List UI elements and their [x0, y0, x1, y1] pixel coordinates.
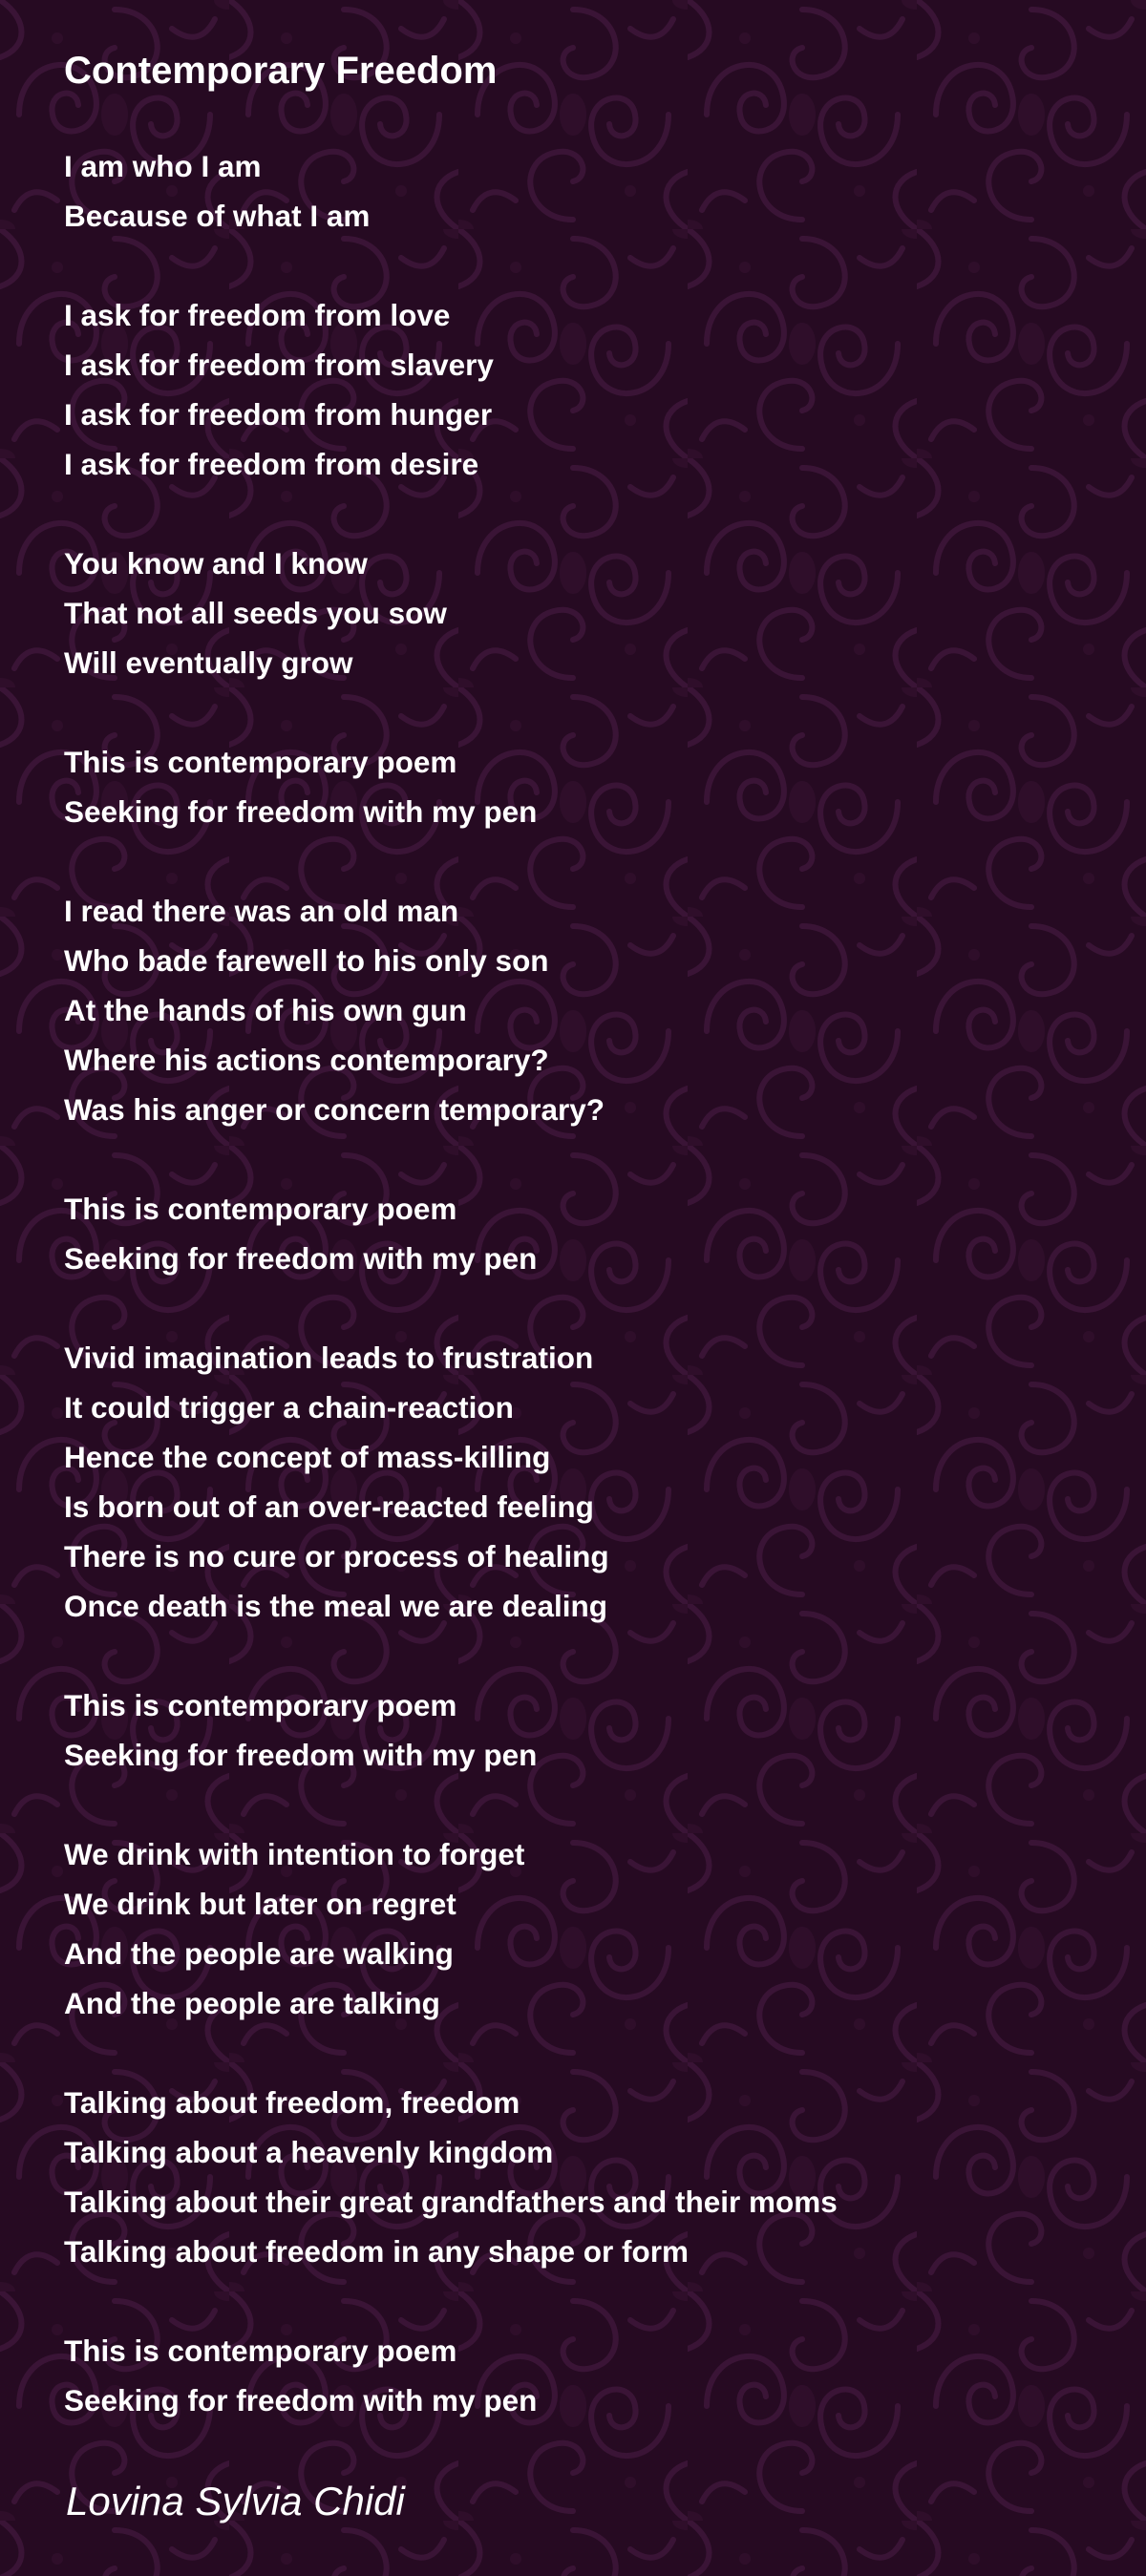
poem-line: This is contemporary poem [64, 745, 457, 779]
poem-stanza [64, 1333, 838, 1631]
poem-line: Seeking for freedom with my pen [64, 1241, 538, 1276]
poem-line: This is contemporary poem [64, 1688, 457, 1722]
poem-line: Talking about a heavenly kingdom [64, 2135, 554, 2169]
poem-body [64, 141, 838, 2475]
poem-line: This is contemporary poem [64, 1192, 457, 1226]
poem-line: I ask for freedom from desire [64, 447, 479, 481]
poem-stanza [64, 538, 838, 687]
poem-line: Seeking for freedom with my pen [64, 794, 538, 829]
poem-line: Seeking for freedom with my pen [64, 2383, 538, 2418]
poem-line: It could trigger a chain-reaction [64, 1390, 514, 1425]
poem-line: That not all seeds you sow [64, 596, 447, 630]
poem-line: Will eventually grow [64, 645, 353, 680]
poem-line: Where his actions contemporary? [64, 1043, 549, 1077]
poem-line: Was his anger or concern temporary? [64, 1092, 605, 1127]
poem-line: Is born out of an over-reacted feeling [64, 1489, 594, 1524]
poem-line: This is contemporary poem [64, 2333, 457, 2368]
poem-title: Contemporary Freedom [64, 50, 498, 92]
poem-line: Talking about their great grandfathers and their moms [64, 2185, 838, 2219]
poem-stanza [64, 1829, 838, 2028]
poem-line: Because of what I am [64, 199, 371, 233]
poem-line: Vivid imagination leads to frustration [64, 1341, 594, 1375]
poem-stanza [64, 290, 838, 489]
poem-line: You know and I know [64, 546, 368, 581]
poem-stanza [64, 737, 838, 836]
poem-line: Seeking for freedom with my pen [64, 1738, 538, 1772]
poem-line: Who bade farewell to his only son [64, 943, 549, 978]
poem-stanza [64, 1184, 838, 1283]
poem-stanza [64, 2078, 838, 2276]
poem-stanza [64, 1680, 838, 1780]
poem-author: Lovina Sylvia Chidi [66, 2479, 405, 2523]
poem-line: Hence the concept of mass-killing [64, 1440, 551, 1474]
poem-line: We drink but later on regret [64, 1887, 456, 1921]
poem-line: And the people are walking [64, 1936, 454, 1971]
poem-line: And the people are talking [64, 1986, 440, 2020]
poem-line: At the hands of his own gun [64, 993, 467, 1027]
poem-line: I ask for freedom from slavery [64, 348, 494, 382]
poem-line: I ask for freedom from love [64, 298, 451, 332]
poem-line: I ask for freedom from hunger [64, 397, 493, 432]
poem-stanza [64, 886, 838, 1134]
poem-line: I read there was an old man [64, 894, 459, 928]
poem-line: We drink with intention to forget [64, 1837, 525, 1871]
poem-line: I am who I am [64, 149, 262, 183]
poem-line: Talking about freedom in any shape or form [64, 2234, 690, 2269]
poem-line: There is no cure or process of healing [64, 1539, 609, 1573]
poem-stanza [64, 141, 838, 241]
poem-line: Once death is the meal we are dealing [64, 1589, 607, 1623]
poem-stanza [64, 2326, 838, 2425]
poem-line: Talking about freedom, freedom [64, 2085, 520, 2120]
